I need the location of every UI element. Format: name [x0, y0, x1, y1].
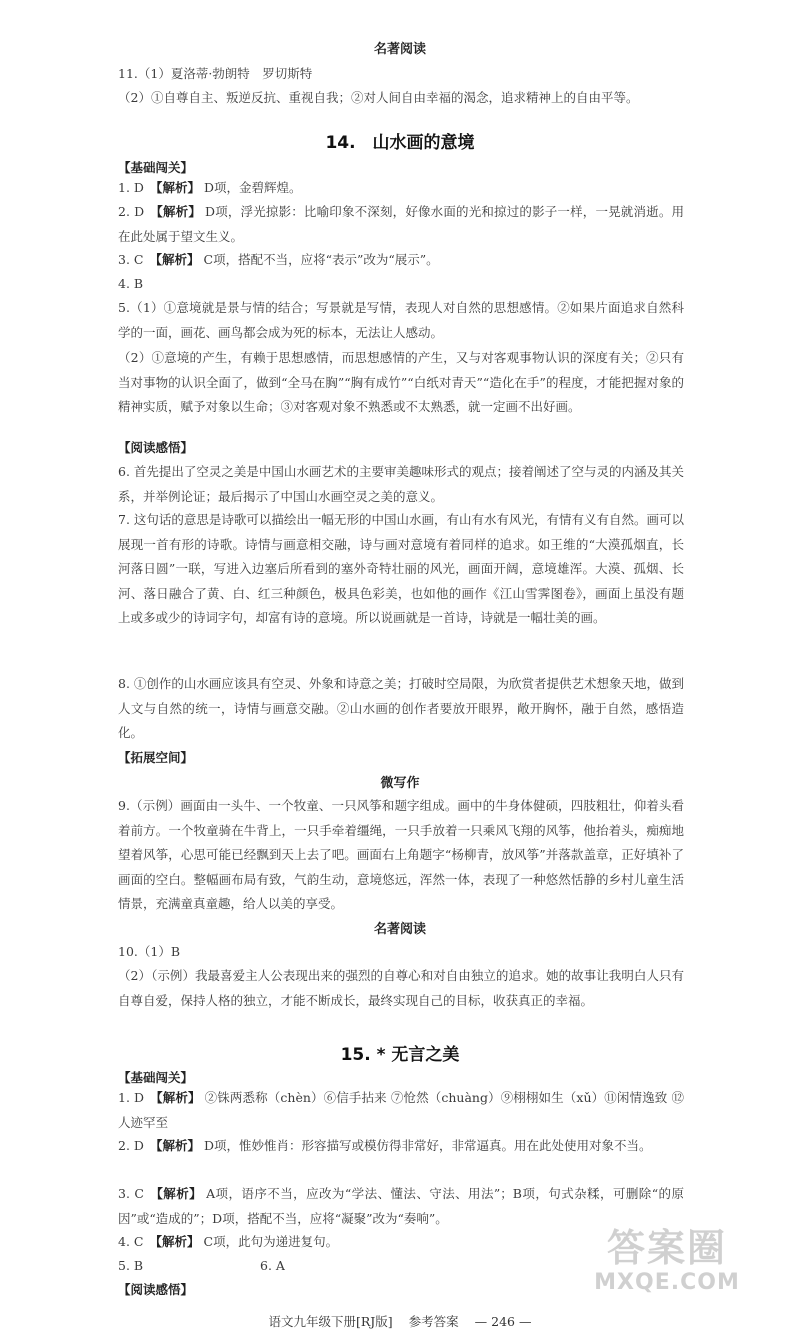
- section-heading-classics-2: 名著阅读: [373, 922, 426, 937]
- page-footer: [0, 1312, 800, 1330]
- analysis-tag: 【 解析 】: [150, 1138, 200, 1153]
- section-heading-classics: 名著阅读: [373, 42, 426, 57]
- answer-15-4-choice: 4. C: [118, 1234, 144, 1249]
- answer-15-3: [118, 1182, 684, 1231]
- section-tag-basic-2: 【 基础闯关 】: [118, 1068, 193, 1086]
- footer-label: 参考答案: [408, 1314, 459, 1329]
- section-tag-expand: 【 拓展空间 】: [118, 748, 193, 766]
- analysis-tag: 【 解析 】: [149, 252, 199, 267]
- answer-15-2: [118, 1134, 684, 1159]
- analysis-tag: 【 解析 】: [150, 1090, 201, 1105]
- analysis-tag: 【 解析 】: [150, 1186, 202, 1201]
- analysis-tag: 【 解析 】: [150, 204, 201, 219]
- answer-14-2-choice: 2. D: [118, 204, 145, 219]
- watermark-logo: [592, 1226, 742, 1296]
- answer-15-1-choice: 1. D: [118, 1090, 145, 1105]
- answer-15-4-text: C项，此句为递进复句。: [203, 1234, 339, 1249]
- answer-14-1-text: D项，金碧辉煌。: [203, 180, 302, 195]
- footer-book: 语文九年级下册[RJ版]: [268, 1314, 393, 1329]
- answer-15-2-text: D项，惟妙惟肖：形容描写或模仿得非常好，非常逼真。用在此处使用对象不当。: [203, 1138, 652, 1153]
- section-tag-reading: 【 阅读感悟 】: [118, 438, 193, 456]
- answer-15-2-choice: 2. D: [118, 1138, 144, 1153]
- answer-15-1-text: ②铢两悉称（chèn）⑥信手拈来 ⑦怆然（chuàng）⑨栩栩如生（xǔ）⑪闲情逸致 ⑫人迹罕至: [118, 1090, 684, 1130]
- answer-14-4: 4. B: [118, 276, 144, 291]
- analysis-tag: 【 解析 】: [149, 1234, 199, 1249]
- analysis-tag: 【 解析 】: [150, 180, 200, 195]
- answer-14-9: 9.（示例）画面由一头牛、一个牧童、一只风筝和题字组成。画中的牛身体健硕，四肢粗壮，仰着头看着前方。一个牧童骑在牛背上，一只手牵着缰绳，一只手放着一只乘风飞翔的风筝，他抬着头，痴痴地望着风筝，心思可能已经飘到天上去了吧。画面右上角题字“杨柳青，放风筝”并落款盖章，正好填补了画面的空白。整幅画布局有致，气韵生动，意境悠远，浑然一体，表现了一种悠然恬静的乡村儿童生活情景，充满童真童趣，给人以美的享受。: [118, 798, 684, 911]
- answer-15-1: [118, 1086, 684, 1135]
- answer-14-10-1: 10.（1）B: [118, 944, 181, 959]
- answer-15-5: 5. B: [118, 1258, 144, 1273]
- answer-14-10-2: （2）（示例）我最喜爱主人公表现出来的强烈的自尊心和对自由独立的追求。她的故事让我明白人只有自尊自爱，保持人格的独立，才能不断成长，最终实现自己的目标，收获真正的幸福。: [118, 968, 684, 1008]
- answer-14-5-1: 5.（1）①意境就是景与情的结合；写景就是写情，表现人对自然的思想感情。②如果片面追求自然科学的一面，画花、画鸟都会成为死的标本，无法让人感动。: [118, 300, 684, 340]
- answer-14-7: 7. 这句话的意思是诗歌可以描绘出一幅无形的中国山水画，有山有水有风光，有情有义有自然。画可以展现一首有形的诗歌。诗情与画意相交融，诗与画对意境有着同样的追求。如王维的“大漠孤烟直，长河落日圆”一联，写进入边塞后所看到的塞外奇特壮丽的风光，画面开阔，意境雄浑。大漠、孤烟、长河、落日融合了黄、白、红三种颜色，极具色彩美，也如他的画作《江山雪霁图卷》，画面上虽没有题上或多或少的诗词字句，却富有诗的意境。所以说画就是一首诗，诗就是一幅壮美的画。: [118, 512, 684, 625]
- answer-14-5-2: （2）①意境的产生，有赖于思想感情，而思想感情的产生，又与对客观事物认识的深度有关；②只有当对事物的认识全面了，做到“全马在胸”“胸有成竹”“白纸对青天”“造化在手”的程度，才能把握对象的精神实质，赋予对象以生命；③对客观对象不熟悉或不太熟悉，就一定画不出好画。: [118, 350, 684, 414]
- section-tag-basic: 【 基础闯关 】: [118, 158, 193, 176]
- answer-11-2: （2）①自尊自主、叛逆反抗、重视自我；②对人间自由幸福的渴念，追求精神上的自由平等。: [118, 90, 639, 105]
- watermark-sub: MXQE.COM: [594, 1270, 740, 1295]
- answer-14-3-text: C项，搭配不当，应将“表示”改为“展示”。: [203, 252, 439, 267]
- answer-14-1-choice: 1. D: [118, 180, 144, 195]
- lesson-15-title: 15. * 无言之美: [340, 1045, 460, 1065]
- answer-15-6: 6. A: [260, 1258, 285, 1273]
- watermark-main: 答案圈: [606, 1226, 727, 1270]
- answer-14-3-choice: 3. C: [118, 252, 144, 267]
- footer-page-number: — 246 —: [474, 1314, 532, 1329]
- answer-15-3-choice: 3. C: [118, 1186, 144, 1201]
- answer-15-3-text: A项，语序不当，应改为“学法、懂法、守法、用法”；B项，句式杂糅，可删除“的原因”或“造成的”；D项，搭配不当，应将“凝聚”改为“奏响”。: [118, 1186, 684, 1226]
- answer-14-2: [118, 200, 684, 249]
- answer-14-6: 6. 首先提出了空灵之美是中国山水画艺术的主要审美趣味形式的观点；接着阐述了空与灵的内涵及其关系，并举例论证；最后揭示了中国山水画空灵之美的意义。: [118, 464, 684, 504]
- answer-14-2-text: D项，浮光掠影：比喻印象不深刻，好像水面的光和掠过的影子一样，一晃就消逝。用在此处属于望文生义。: [118, 204, 684, 244]
- lesson-14-title: 14. 山水画的意境: [325, 133, 475, 153]
- section-heading-micro-writing: 微写作: [380, 776, 420, 791]
- answer-14-1: [118, 176, 684, 201]
- answer-11-1: 11.（1）夏洛蒂·勃朗特 罗切斯特: [118, 66, 313, 81]
- answer-14-8: 8. ①创作的山水画应该具有空灵、外象和诗意之美；打破时空局限，为欣赏者提供艺术想象天地，做到人文与自然的统一，诗情与画意交融。②山水画的创作者要放开眼界，敞开胸怀，融于自然，感悟造化。: [118, 676, 684, 740]
- section-tag-reading-2: 【 阅读感悟 】: [118, 1280, 193, 1298]
- answer-14-3: [118, 248, 684, 273]
